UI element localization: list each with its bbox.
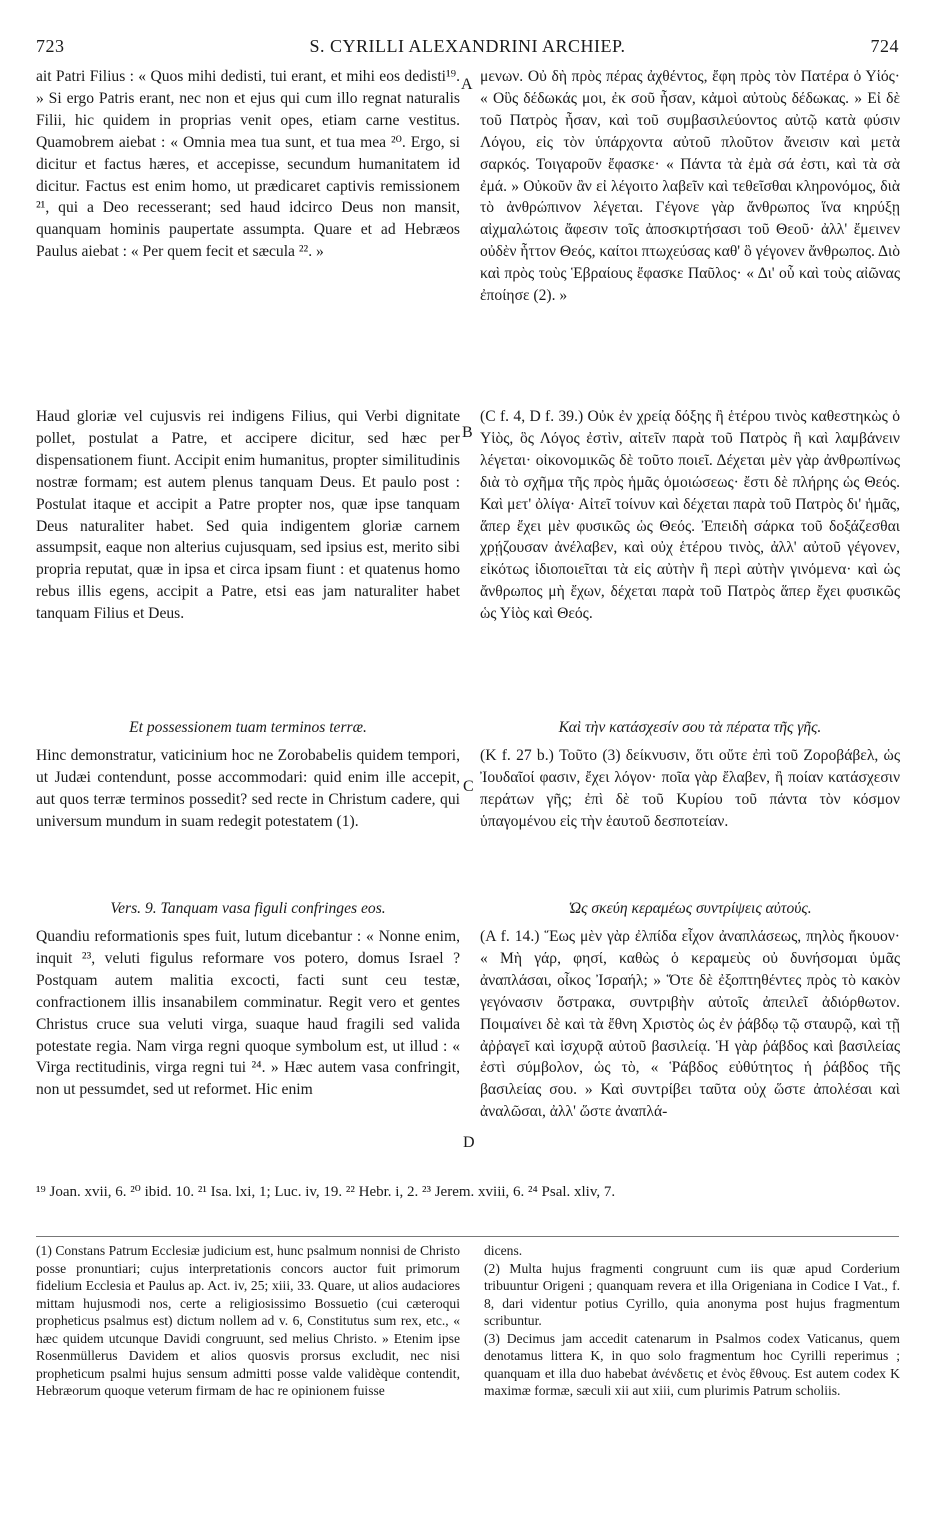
greek-heading: Ὡς σκεύη κεραμέως συντρίψεις αὐτούς. (568, 900, 812, 917)
page-number-right: 724 (870, 36, 899, 56)
margin-letter-c: C (463, 778, 474, 795)
margin-letter-a: A (461, 76, 473, 93)
footnote-2: (2) Multa hujus fragmenti congruunt cum iis quæ apud Corderium tribuuntur Origeni ; quanquam revera et illa Origeniana in Codice I Vat., f. 8, dari videntur potius Cyrillo, quia anonyma post hujus fragmentum scribuntur. (484, 1260, 900, 1328)
greek-paragraph: (K f. 27 b.) Τοῦτο (3) δείκνυσιν, ὅτι οὔτε ἐπὶ τοῦ Ζοροβάβελ, ὡς Ἰουδαῖοί φασιν, ἔχει λόγον· ποῖα γὰρ ἔλαβεν, ἢ ποίαν κατάσχεσιν περάτων γῆς; ἐπὶ δὲ τοῦ Κυρίου τοῦ πάντα τὸν κόσμον ὑπαγομένου εἰς τὴν ἑαυτοῦ δεσποτείαν. (480, 747, 900, 830)
footnote-3: (3) Decimus jam accedit catenarum in Psalmos codex Vaticanus, quem denotamus littera K, in quo solo fragmentum hoc Cyrilli reperimus ; quanquam et illa duo habebat ἀνένδετις et ἐνὸς ἔθνους. Est autem codex K maximæ formæ, sæculi xii aut xiii, cum plurimis Patrum scholiis. (484, 1330, 900, 1398)
greek-heading: Καὶ τὴν κατάσχεσίν σου τὰ πέρατα τῆς γῆς. (558, 719, 822, 736)
running-header (36, 36, 899, 60)
footnote-1-continued: dicens. (484, 1243, 523, 1258)
margin-letter-d: D (463, 1134, 475, 1151)
latin-paragraph: ait Patri Filius : « Quos mihi dedisti, tui erant, et mihi eos dedisti¹⁹. » Si ergo Patris erant, nec non et ejus qui cum illo regnat naturalis Filii, hic quidem in proprias venit opes, etiam carne vestitus. Quamobrem aiebat : « Omnia mea tua sunt, et tua mea ²⁰. Ergo, si dicitur et factus hæres, et accepisse, secundum humanitatem id dicitur. Factus est enim homo, ut prædicaret captivis remissionem ²¹, qui a Deo recesserant; sed haud idcirco Deus non mansit, quanquam hominis paupertate assumpta. Quare et ad Hebræos Paulus aiebat : « Per quem fecit et sæcula ²². » (36, 68, 460, 261)
footnotes-left (36, 1242, 460, 1400)
greek-paragraph: μενων. Οὐ δὴ πρὸς πέρας ἀχθέντος, ἔφη πρὸς τὸν Πατέρα ὁ Υἱός· « Οὓς δέδωκάς μοι, ἐκ σοῦ ἦσαν, κἀμοὶ αὐτοὺς δέδωκας. » Εἰ δὲ τοῦ Πατρὸς ἦσαν, καὶ τοῦ συμβασιλεύοντος αὐτῷ κατὰ φύσιν Λόγου, εἰς τὸν ὑπάρχοντα αὐτοῦ πλοῦτον ἄνεισιν καὶ μετὰ σαρκός. Τοιγαροῦν ἔφασκε· « Πάντα τὰ ἐμὰ σά ἐστι, καὶ τὰ σὰ ἐμά. » Οὐκοῦν ἂν εἰ λέγοιτο λαβεῖν καὶ τεθεῖσθαι κληρονόμος, διὰ τὸ ἀνθρώπινον λέγεται. Γέγονε γὰρ ἄνθρωπος ἵνα κηρύξῃ αἰχμαλώτοις ἄφεσιν τοῖς ἀποσκιρτήσασι τοῦ Θεοῦ· ἀλλ' ἔμεινεν οὐδὲν ἧττον Θεός, καίτοι πτωχεύσας καθ' ὃ γέγονεν ἄνθρωπος. Διὸ καὶ πρὸς τοὺς Ἑβραίους ἔφασκε Παῦλος· « Δι' οὗ καὶ τοὺς αἰῶνας ἐποίησε (2). » (480, 68, 900, 305)
latin-heading: Vers. 9. Tanquam vasa figuli confringes eos. (110, 900, 386, 917)
running-title: S. CYRILLI ALEXANDRINI ARCHIEP. (309, 36, 626, 56)
latin-paragraph: Haud gloriæ vel cujusvis rei indigens Filius, qui Verbi dignitate pollet, postulat a Patre, et accipere dicitur, sed hæc per dispensationem fiunt. Accipit enim humanitus, propter similitudinis nostræ formam; est autem plenus tanquam Deus. Et paulo post : Postulat itaque et accipit a Patre propter nos, quæ ipse tanquam Deus naturaliter habet. Sed quia indigentem gloriæ carnem assumpsit, eaque non alterius cujusquam, sed ipsius est, merito sibi propria reputat, quæ in ipsa et circa ipsam fiunt : et quatenus homo rebus illis egens, accipit a Patre, etsi eas jam naturaliter habet tanquam Filius et Deus. (36, 408, 460, 623)
page-number-left: 723 (36, 36, 65, 56)
latin-paragraph: Quandiu reformationis spes fuit, lutum dicebantur : « Nonne enim, inquit ²³, veluti figulus reformare vos potero, domus Israel ? Postquam autem malitia excocti, facti sunt ceu testæ, confractionem illis insanabilem comminatur. Regit vero et gentes Christus cruce sua veluti virga, suaque haud fragili sed valida potestate regia. Nam virga regni quoque symbolum est, ut illud : « Virga rectitudinis, virga regni tui ²⁴. » Hæc autem vasa confringit, non ut pessumdet, sed ut reformet. Hic enim (36, 928, 460, 1099)
latin-paragraph: Hinc demonstratur, vaticinium hoc ne Zorobabelis quidem tempori, ut Judæi contendunt, posse accommodari: quid enim ille accepit, aut quos terræ terminos possedit? sed recte in Christum cadere, qui universum mundum in suam redegit potestatem (1). (36, 747, 460, 830)
latin-heading: Et possessionem tuam terminos terræ. (129, 719, 367, 736)
footnotes-right (484, 1242, 900, 1400)
greek-paragraph: (C f. 4, D f. 39.) Οὐκ ἐν χρείᾳ δόξης ἢ ἑτέρου τινὸς καθεστηκὼς ὁ Υἱὸς, ὃς Λόγος ἐστὶν, αἰτεῖν παρὰ τοῦ Πατρὸς ἢ καὶ λαμβάνειν λέγεται· οἰκονομικῶς δὲ τοῦτο ποιεῖ. Δέχεται μὲν γὰρ ἀνθρωπίνως διὰ τὸ σχῆμα τῆς πρὸς ἡμᾶς ὁμοιώσεως· ἔστι δὲ πλήρης ὡς Θεός. Καὶ μετ' ὀλίγα· Αἰτεῖ τοίνυν καὶ δέχεται παρὰ τοῦ Πατρὸς δι' ἡμᾶς, ἅπερ ἔχει μὲν φυσικῶς ὡς Θεός. Ἐπειδὴ σάρκα τοῦ δοξάζεσθαι χρῄζουσαν ἀνέλαβεν, καὶ οὐχ ἑτέρου τινὸς, ἀλλ' αὐτοῦ γέγονεν, εἰκότως ἰδιοποιεῖται τὰ εἰς αὐτὴν ἢ περὶ αὐτὴν γινόμενα· καὶ ὡς ἄνθρωπος μὴ ἔχων, δέχεται παρὰ τοῦ Πατρὸς ἅπερ ἔχει φυσικῶς ὡς Υἱὸς καὶ Θεός. (480, 408, 900, 623)
footnote-rule (36, 1236, 899, 1237)
greek-paragraph: (A f. 14.) Ἕως μὲν γὰρ ἐλπίδα εἶχον ἀναπλάσεως, πηλὸς ἤκουον· « Μὴ γάρ, φησί, καθὼς ὁ κεραμεὺς οὐ δυνήσομαι ὑμᾶς ἀναπλάσαι, οἶκος Ἰσραήλ; » Ὅτε δὲ ἐξοπτηθέντες πρὸς τὸ κακὸν γεγόνασιν ὄστρακα, συντριβὴν αὐτοῖς ἀπειλεῖ ἀδιόρθωτον. Ποιμαίνει δὲ καὶ τὰ ἔθνη Χριστὸς ὡς ἐν ῥάβδῳ τῷ σταυρῷ, καὶ τῇ ἀῤῥαγεῖ καὶ ἰσχυρᾷ αὐτοῦ βασιλείᾳ. Ἡ γὰρ ῥάβδος καὶ βασιλείας ἐστὶ σύμβολον, ὡς τὸ, « Ῥάβδος εὐθύτητος ἡ ῥάβδος τῆς βασιλείας σου. » Καὶ συντρίβει ταῦτα οὐχ ὥστε ἀπολέσαι καὶ ἀναλῶσαι, ἀλλ' ὥστε ἀναπλά- (480, 928, 900, 1121)
scripture-references: ¹⁹ Joan. xvii, 6. ²⁰ ibid. 10. ²¹ Isa. lxi, 1; Luc. iv, 19. ²² Hebr. i, 2. ²³ Jerem. xviii, 6. ²⁴ Psal. xliv, 7. (36, 1184, 616, 1200)
margin-letter-b: B (462, 424, 473, 441)
footnote-1: (1) Constans Patrum Ecclesiæ judicium est, hunc psalmum nonnisi de Christo posse pronuntiari; cujus interpretationis concors auctor fuit primorum fidelium Ecclesia et Paulus ap. Act. iv, 25; xiii, 33. Quare, ut alios audaciores mittam hujusmodi nos, certe a religiosissimo Bossuetio (cui cæteroqui propheticus psalmus est) dictum nollem ad v. 6, Constitutus sum rex, etc., « hæc quidem utcunque Davidi congruunt, sed melius Christo. » Etenim ipse Rosenmüllerus Davidem et alios quosvis prorsus excludit, nec nisi propheticum psalmi hujus sensum admitti posse valde validèque contendit, Hebræorum quoque veterum firmam de hac re opinionem fuisse (36, 1243, 460, 1398)
